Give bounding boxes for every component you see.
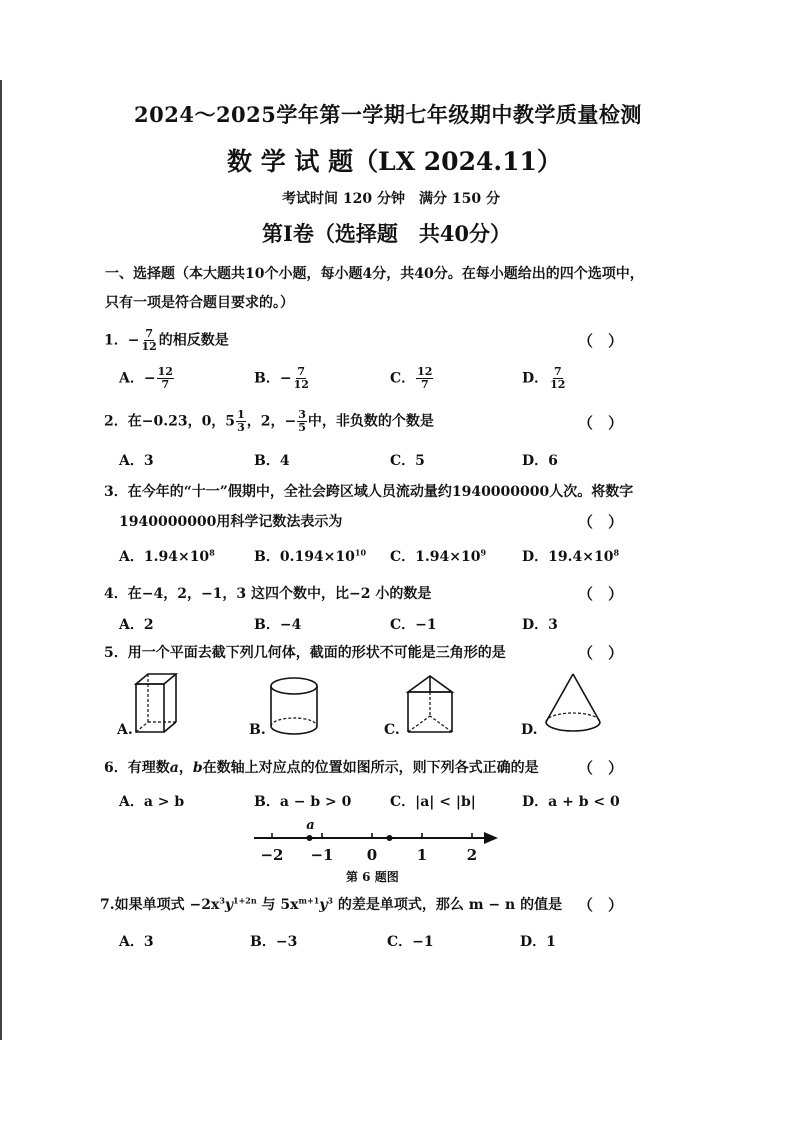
prism-rect-figure	[132, 670, 182, 738]
cylinder-figure	[266, 674, 322, 738]
section-intro-line2: 只有一项是符合题目要求的。）	[105, 295, 294, 311]
q2-option-d: D．6	[522, 453, 558, 469]
q1-option-a: A．− $\frac{12}{7}$	[119, 365, 173, 391]
axis-tick-label: 1	[416, 846, 428, 864]
answer-bracket-6: （ ）	[578, 759, 624, 777]
question-7-stem: 7.如果单项式 $-2x^3y^{1+2n}$ 与 $5x^{m+1}y^3$ 的差是单项式，那么 m − n 的值是	[100, 895, 563, 913]
q1-option-b: B．− $\frac{7}{12}$	[254, 365, 309, 391]
q3-option-b: B．$0.194\times 10^{10}$	[254, 547, 367, 565]
q4-option-b: B．−4	[254, 617, 302, 633]
question-4-stem: 4．在−4，2，−1，3 这四个数中，比−2 小的数是	[104, 586, 432, 602]
question-2-stem: 2．在−0.23，0，5 $\frac{1}{3}$ ，2，− $\frac{3}{5}$ 中，非负数的个数是	[104, 408, 434, 434]
question-1-stem: 1．− $\frac{7}{12}$ 的相反数是	[104, 327, 229, 353]
answer-bracket-2: （ ）	[578, 414, 624, 432]
answer-bracket-7: （ ）	[578, 896, 624, 914]
q7-option-b: B．−3	[250, 934, 298, 950]
axis-tick-label: 2	[466, 846, 478, 864]
q6-option-a: A．a > b	[119, 794, 185, 810]
q3-option-c: C．$1.94\times 10^9$	[390, 547, 487, 565]
q6-option-b: B．a − b > 0	[254, 794, 352, 810]
q6-option-c: C．|a| < |b|	[390, 794, 476, 810]
q7-option-a: A．3	[119, 934, 154, 950]
axis-tick-label: −2	[260, 846, 284, 864]
q7-option-d: D．1	[520, 934, 556, 950]
q3-option-a: A．$1.94\times 10^8$	[119, 547, 215, 565]
q2-option-a: A．3	[119, 453, 154, 469]
q1-option-c: C． $\frac{12}{7}$	[390, 365, 433, 391]
q3-option-d: D．$19.4\times 10^8$	[522, 547, 620, 565]
cone-figure	[542, 670, 604, 736]
q7-option-c: C．−1	[387, 934, 434, 950]
question-3-line2: 1940000000用科学记数法表示为	[119, 514, 343, 530]
part-title: 第Ⅰ卷（选择题 共40分）	[262, 221, 512, 246]
q1-option-d: D． $\frac{7}{12}$	[522, 365, 566, 391]
q4-option-a: A．2	[119, 617, 154, 633]
point-b	[387, 835, 393, 841]
figure-6-caption: 第 6 题图	[346, 870, 399, 884]
question-3-line1: 3．在今年的“十一”假期中，全社会跨区域人员流动量约1940000000人次。将数字	[104, 484, 634, 500]
q4-option-d: D．3	[522, 617, 558, 633]
q5-option-a-label: A.	[117, 722, 133, 738]
exam-title: 2024～2025学年第一学期七年级期中教学质量检测	[134, 102, 642, 127]
answer-bracket-4: （ ）	[578, 585, 624, 603]
question-5-stem: 5．用一个平面去截下列几何体，截面的形状不可能是三角形的是	[104, 645, 506, 661]
section-intro-line1: 一、选择题（本大题共10个小题，每小题4分，共40分。在每小题给出的四个选项中，	[105, 266, 644, 282]
answer-bracket-1: （ ）	[578, 332, 624, 350]
page-margin-line	[0, 80, 2, 1040]
answer-bracket-3: （ ）	[578, 513, 624, 531]
q5-option-b-label: B.	[249, 722, 266, 738]
point-a-label: a	[306, 818, 315, 833]
question-6-stem: 6．有理数a，b在数轴上对应点的位置如图所示，则下列各式正确的是	[104, 760, 539, 776]
q6-option-d: D．a + b < 0	[522, 794, 620, 810]
exam-time-info: 考试时间 120 分钟 满分 150 分	[282, 191, 500, 207]
axis-tick-label: −1	[310, 846, 334, 864]
number-line-figure	[240, 816, 510, 868]
number-line-arrow	[484, 832, 498, 844]
q5-option-d-label: D.	[521, 722, 538, 738]
triangular-prism-figure	[402, 670, 458, 738]
q4-option-c: C．−1	[390, 617, 437, 633]
q2-option-c: C．5	[390, 453, 425, 469]
q2-option-b: B．4	[254, 453, 290, 469]
point-a	[307, 835, 313, 841]
q5-option-c-label: C.	[384, 722, 400, 738]
subject-title: 数 学 试 题（LX 2024.11）	[227, 147, 562, 176]
answer-bracket-5: （ ）	[578, 644, 624, 662]
axis-tick-label: 0	[366, 846, 378, 864]
